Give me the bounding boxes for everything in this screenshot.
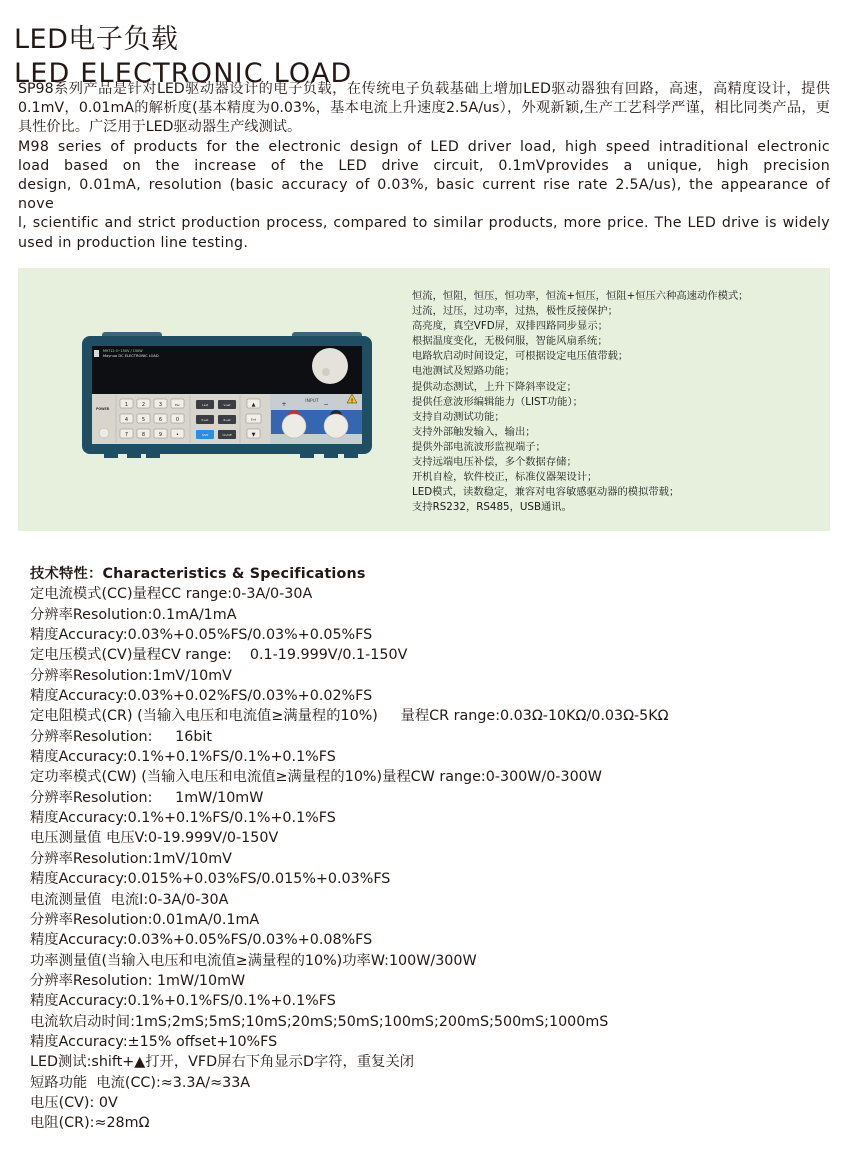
svg-text:POWER: POWER <box>96 407 110 411</box>
intro-en-line: design, 0.01mA, resolution (basic accuracy of 0.03%, basic current rise rate 2.5A/us), the appearance of nove <box>18 177 830 213</box>
intro-en-line: l, scientific and strict production process, compared to similar products, more price. The LED drive is widely <box>18 215 830 232</box>
spec-line: 定电压模式(CV)量程CV range: 0.1-19.999V/0.1-150V <box>30 647 408 664</box>
feature-item: 提供外部电流波形监视端子； <box>412 440 546 453</box>
spec-line: 分辨率Resolution:0.1mA/1mA <box>30 606 237 623</box>
spec-line: 分辨率Resolution:0.01mA/0.1mA <box>30 911 260 928</box>
spec-line: 分辨率Resolution: 1mW/10mW <box>30 789 264 806</box>
svg-text:5: 5 <box>141 417 146 423</box>
spec-line: 定功率模式(CW) (当输入电压和电流值≥满量程的10%)量程CW range:0-300W/0-300W <box>30 769 602 786</box>
svg-text:6: 6 <box>158 417 163 423</box>
svg-text:1: 1 <box>124 402 129 408</box>
feature-item: 过流，过压，过功率，过热，极性反接保护； <box>412 305 618 318</box>
spec-line: 精度Accuracy:0.1%+0.1%FS/0.1%+0.1%FS <box>30 749 336 766</box>
svg-text:M9712 0~150V / 150W: M9712 0~150V / 150W <box>103 349 143 353</box>
spec-line: 精度Accuracy:0.03%+0.02%FS/0.03%+0.02%FS <box>30 688 373 705</box>
intro-en-line: M98 series of products for the electronic design of LED driver load, high speed intraditional electronic <box>18 138 830 155</box>
spec-line: 电压(CV): 0V <box>30 1094 118 1111</box>
feature-item: 电路软启动时间设定，可根据设定电压值带载； <box>412 350 629 363</box>
spec-line: 分辨率Resolution:1mV/10mV <box>30 667 232 684</box>
feature-item: 提供动态测试，上升下降斜率设定； <box>412 380 577 393</box>
svg-text:•: • <box>176 432 179 438</box>
svg-text:On/Off: On/Off <box>222 433 232 437</box>
svg-text:I-set: I-set <box>201 403 209 407</box>
intro-cn: SP98系列产品是针对LED驱动器设计的电子负载，在传统电子负载基础上增加LED驱动器独有回路，高速，高精度设计，提供0.1mV，0.01mA的解析度(基本精度为0.03%，基本电流上升速度2.5A/us），外观新颖,生产工艺科学严谨，相比同类产品，更具性价比。广泛用于LED驱动器生产线测试。 <box>18 81 830 136</box>
spec-line: 精度Accuracy:0.015%+0.03%FS/0.015%+0.03%FS <box>30 871 391 888</box>
spec-line: 精度Accuracy:0.1%+0.1%FS/0.1%+0.1%FS <box>30 993 336 1010</box>
svg-text:INPUT: INPUT <box>305 399 319 404</box>
svg-text:▲: ▲ <box>251 402 256 408</box>
spec-line: 分辨率Resolution:1mV/10mV <box>30 850 232 867</box>
svg-text:2: 2 <box>141 402 146 408</box>
product-image <box>82 330 372 470</box>
svg-text:P-set: P-set <box>201 418 209 422</box>
spec-line: 功率测量值(当输入电压和电流值≥满量程的10%)功率W:100W/300W <box>30 952 477 969</box>
specs-heading: 技术特性：Characteristics & Specifications <box>30 566 366 582</box>
spec-line: 电流软启动时间:1mS;2mS;5mS;10mS;20mS;50mS;100mS;200mS;500mS;1000mS <box>30 1013 609 1030</box>
svg-text:0: 0 <box>175 417 180 423</box>
spec-line: 精度Accuracy:0.1%+0.1%FS/0.1%+0.1%FS <box>30 810 336 827</box>
specifications-section <box>30 564 669 1134</box>
svg-text:▼: ▼ <box>251 432 256 438</box>
spec-line: 分辨率Resolution: 1mW/10mW <box>30 972 246 989</box>
spec-line: 精度Accuracy:0.03%+0.05%FS/0.03%+0.08%FS <box>30 932 373 949</box>
spec-line: 精度Accuracy:±15% offset+10%FS <box>30 1033 278 1050</box>
spec-line: LED测试:shift+▲打开，VFD屏右下角显示D字符，重复关闭 <box>30 1054 415 1071</box>
svg-text:4: 4 <box>124 417 129 423</box>
feature-item: 支持外部触发输入，输出； <box>412 425 536 438</box>
page-title-cn: LED电子负载 <box>14 24 179 56</box>
product-panel <box>18 268 830 531</box>
feature-item: LED模式，读数稳定，兼容对电容敏感驱动器的模拟带载； <box>412 486 680 499</box>
svg-text:8: 8 <box>141 432 146 438</box>
intro-en-line: load based on the increase of the LED drive circuit, 0.1mVprovides a unique, high precision <box>18 157 830 174</box>
page-title-en: LED ELECTRONIC LOAD <box>14 58 353 90</box>
feature-item: 开机自检，软件校正，标准仪器架设计； <box>412 471 598 484</box>
svg-text:V-set: V-set <box>223 403 231 407</box>
spec-line: 电压测量值 电压V:0-19.999V/0-150V <box>30 830 279 847</box>
feature-item: 支持远端电压补偿，多个数据存储； <box>412 456 577 469</box>
intro-en <box>18 138 830 253</box>
feature-item: 支持自动测试功能； <box>412 410 505 423</box>
spec-line: 定电阻模式(CR) (当输入电压和电流值≥满量程的10%) 量程CR range:0.03Ω-10KΩ/0.03Ω-5KΩ <box>30 708 669 725</box>
feature-item: 根据温度变化，无极伺服，智能风扇系统； <box>412 335 608 348</box>
intro-section <box>18 80 830 253</box>
svg-text:3: 3 <box>158 402 163 408</box>
svg-text:−: − <box>323 401 329 408</box>
svg-text:7: 7 <box>124 432 129 438</box>
svg-text:+: + <box>281 401 287 408</box>
feature-item: 提供任意波形编辑能力（LIST功能）； <box>412 395 583 408</box>
svg-text:Shift: Shift <box>201 433 209 437</box>
spec-line: 精度Accuracy:0.03%+0.05%FS/0.03%+0.05%FS <box>30 627 373 644</box>
spec-line: 电阻(CR):≈28mΩ <box>30 1115 150 1132</box>
intro-en-line: used in production line testing. <box>18 234 249 251</box>
svg-text:Esc: Esc <box>174 403 181 407</box>
svg-text:Ent: Ent <box>251 417 256 422</box>
spec-line: 分辨率Resolution: 16bit <box>30 728 212 745</box>
feature-item: 高亮度，真空VFD屏，双排四路同步显示； <box>412 320 608 333</box>
spec-line: 定电流模式(CC)量程CC range:0-3A/0-30A <box>30 586 313 603</box>
svg-text:Maynuo DC ELECTRONIC LOAD: Maynuo DC ELECTRONIC LOAD <box>103 354 159 358</box>
feature-list <box>412 289 748 515</box>
feature-item: 支持RS232，RS485，USB通讯。 <box>412 501 572 514</box>
svg-text:!: ! <box>350 398 354 405</box>
feature-item: 恒流，恒阻，恒压，恒功率，恒流+恒压，恒阻+恒压六种高速动作模式； <box>412 290 749 302</box>
svg-text:R-set: R-set <box>223 418 231 422</box>
spec-line: 电流测量值 电流I:0-3A/0-30A <box>30 891 229 908</box>
svg-text:9: 9 <box>158 432 163 438</box>
feature-item: 电池测试及短路功能； <box>412 365 515 378</box>
spec-line: 短路功能 电流(CC):≈3.3A/≈33A <box>30 1074 251 1091</box>
